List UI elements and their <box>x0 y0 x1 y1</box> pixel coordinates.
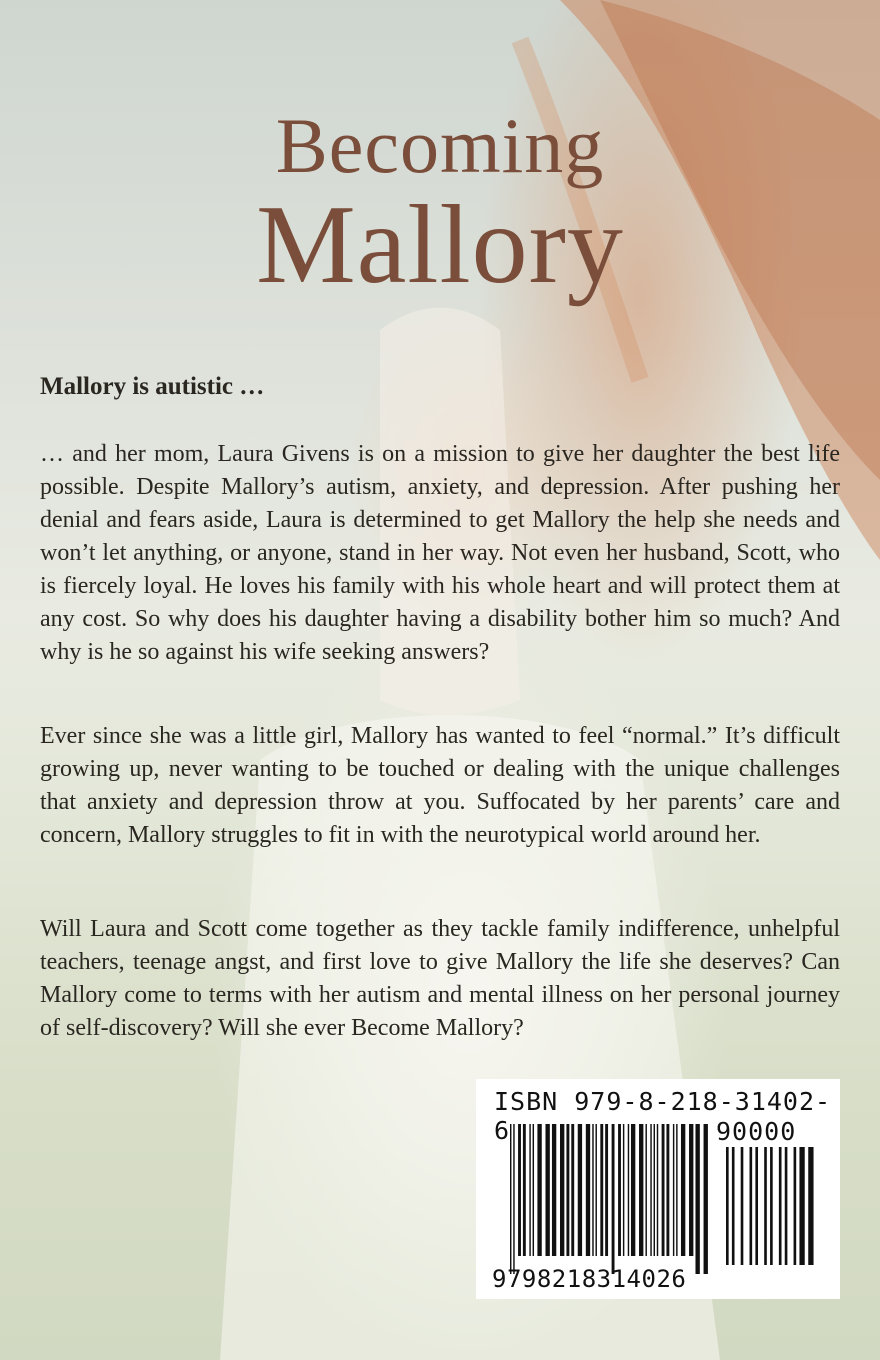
barcode-bar <box>676 1124 677 1256</box>
barcode-bar <box>779 1147 782 1265</box>
barcode-bar <box>631 1124 635 1256</box>
barcode-bar <box>618 1124 621 1256</box>
barcode-bar <box>628 1124 629 1256</box>
barcode-bar <box>808 1147 813 1265</box>
barcode-bar <box>595 1124 596 1256</box>
barcode-bar <box>612 1124 615 1274</box>
barcode-bar <box>770 1147 773 1265</box>
barcode-bar <box>600 1124 603 1256</box>
barcode-bar <box>662 1124 665 1256</box>
barcode-bar <box>605 1124 608 1256</box>
isbn-label: ISBN 979-8-218-31402-6 <box>494 1087 832 1145</box>
barcode-bar <box>513 1124 514 1274</box>
barcode-bar <box>673 1124 674 1256</box>
barcode-bar <box>695 1124 699 1274</box>
barcode-bar <box>537 1124 541 1256</box>
barcode-bar <box>755 1147 758 1265</box>
barcode-bar <box>571 1124 574 1256</box>
barcode-bar <box>510 1124 511 1274</box>
barcode-bar <box>785 1147 788 1265</box>
barcode-bar <box>650 1124 651 1256</box>
barcode-bar <box>689 1124 693 1256</box>
barcode-bar <box>704 1124 708 1274</box>
addon-barcode-bars <box>726 1147 822 1265</box>
ean-digits: 9798218314026 <box>492 1265 687 1293</box>
barcode-bar <box>552 1124 556 1256</box>
blurb-paragraph-3: Will Laura and Scott come together as they tackle family indifference, unhelpful teachers, teenage angst, and first love to give Mallory the life she deserves? Can Mallory come to terms with her autism and mental illness on her personal journey of self-discovery? Will she ever Become Mallory? <box>40 916 840 1041</box>
barcode-bar <box>560 1124 564 1256</box>
barcode-bar <box>623 1124 624 1256</box>
barcode-bar <box>666 1124 669 1256</box>
price-code: 90000 <box>716 1117 797 1146</box>
tagline: Mallory is autistic … <box>40 373 265 400</box>
blurb-paragraph-2: Ever since she was a little girl, Mallory has wanted to feel “normal.” It’s difficult growing up, never wanting to be touched or dealing with the unique challenges that anxiety and depression throw at you. Suffocated by her parents’ care and concern, Mallory struggles to fit in with the neurotypical world around her. <box>40 723 840 848</box>
barcode-bar <box>592 1124 593 1256</box>
barcode-bar <box>726 1147 729 1265</box>
barcode-bar <box>741 1147 744 1265</box>
barcode-bar <box>657 1124 658 1256</box>
barcode-bar <box>799 1147 804 1265</box>
barcode-bar <box>645 1124 646 1256</box>
blurb-paragraph-1: … and her mom, Laura Givens is on a mission to give her daughter the best life possible. Despite Mallory’s autism, anxiety, and depression. After pushing her denial and fears aside, Laura is determined to get Mallory the help she needs and won’t let anything, or anyone, stand in her way. Not even her husband, Scott, who is fiercely loyal. He loves his family with his whole heart and will protect them at any cost. So why does his daughter having a disability bother him so much? And why is he so against his wife seeking answers? <box>40 441 840 665</box>
barcode-bar <box>586 1124 590 1256</box>
barcode-bar <box>732 1147 735 1265</box>
barcode-bar <box>764 1147 767 1265</box>
book-title-line-2: Mallory <box>256 183 624 307</box>
barcode-bar <box>578 1124 582 1256</box>
barcode-bar <box>750 1147 753 1265</box>
book-title-line-1: Becoming <box>275 102 605 189</box>
isbn-barcode <box>476 1079 840 1299</box>
barcode-bar <box>654 1124 655 1256</box>
barcode-bar <box>681 1124 685 1256</box>
barcode-bar <box>523 1124 526 1256</box>
barcode-bar <box>566 1124 569 1256</box>
barcode-bar <box>545 1124 549 1256</box>
barcode-bar <box>529 1124 530 1256</box>
ean-barcode-bars <box>510 1124 710 1274</box>
barcode-bar <box>794 1147 797 1265</box>
barcode-bar <box>518 1124 521 1256</box>
barcode-bar <box>639 1124 643 1256</box>
barcode-bar <box>533 1124 534 1256</box>
